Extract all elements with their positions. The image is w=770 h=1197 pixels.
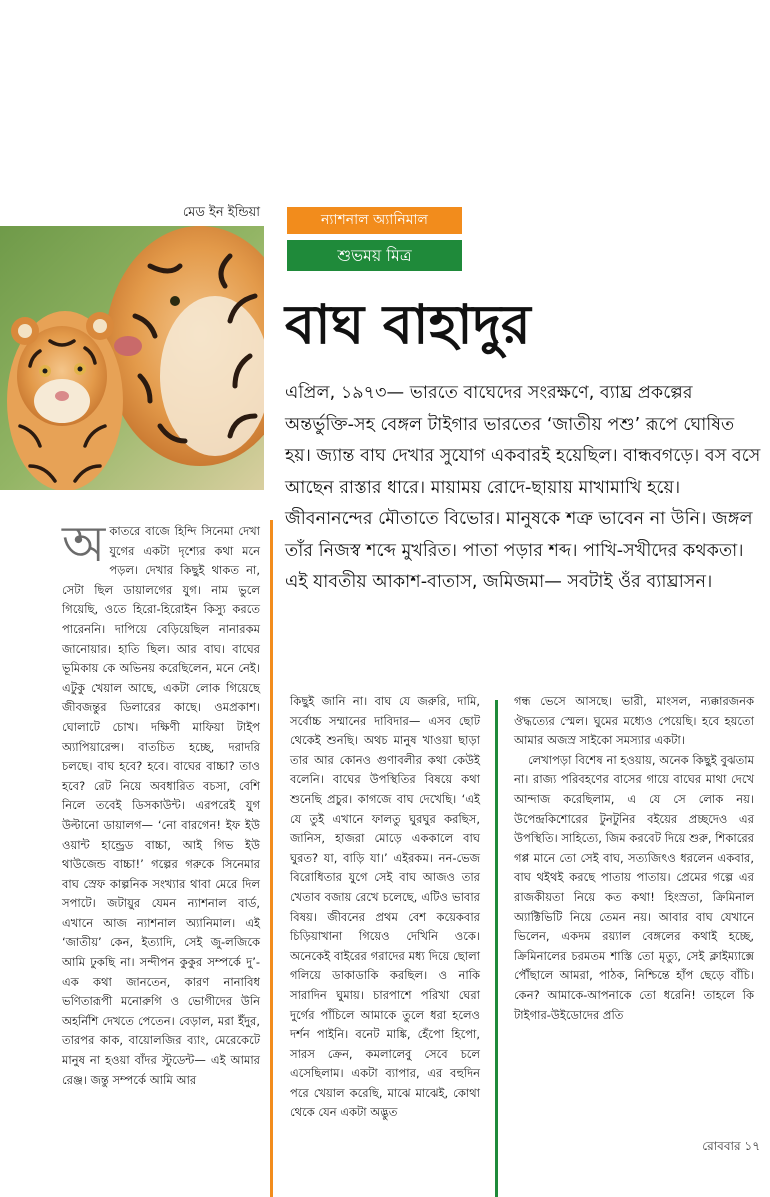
category-tag: ন্যাশনাল অ্যানিমাল — [287, 207, 462, 234]
body-column-3-paragraph-1: গন্ধ ভেসে আসছে। ভারী, মাংসল, ন্যক্কারজনক ঔদ্ধত্যের স্মেল। ঘুমের মধ্যেও পেয়েছি। হবে হয়তো আমার অজস্র সাইকো সমস্যার একটা। — [514, 694, 754, 748]
column-rule-orange — [270, 520, 273, 1197]
body-column-2 — [290, 692, 480, 1123]
body-column-1-text: কাতরে বাজে হিন্দি সিনেমা দেখা যুগের একটা দৃশ্যের কথা মনে পড়ল। দেখার কিছুই থাকত না, সেটা ছিল ডায়ালগের যুগ। নাম ভুলে গিয়েছি, ওতে হিরো-হিরোইন কিস্যু করতে পারেননি। দাপিয়ে বেড়িয়েছিল নানারকম জানোয়ার। হাতি ছিল। আর বাঘ। বাঘের ভূমিকায় কে অভিনয় করেছিলেন, মনে নেই। এটুকু খেয়াল আছে, একটা লোক গিয়েছে জীবজন্তুর ডিলারের কাছে। ওমপ্রকাশ। ঘোলাটে চোখ। দক্ষিণী মাফিয়া টাইপ অ্যাপিয়ারেন্স। বাতচিত হচ্ছে, দরাদরি চলছে। বাঘ হবে? হবে। বাঘের বাচ্চা? তাও হবে? রেট নিয়ে অবধারিত বচসা, বেশি নিলে তবেই ডিসকাউন্ট। এরপরেই যুগ উল্টানো ডায়ালগ— ‘নো বারগেন! ইফ ইউ ওয়ান্ট হান্ড্রেড বাচ্চা, আই গিভ ইউ থাউজেন্ড বাচ্চা!’ গল্পের গরুকে সিনেমার বাঘ স্রেফ কাল্পনিক সংখ্যার থাবা মেরে দিল সপাটে। জটায়ুর যেমন ন্যাশনাল বার্ড, এখানে আজ ন্যাশনাল অ্যানিমাল। এই ‘জাতীয়’ কেন, ইত্যাদি, সেই জু-লজিকে আমি ঢুকছি না। সন্দীপন কুকুর সম্পর্কে দু’-এক কথা জানতেন, কারণ নানাবিধ ভণিতারূপী মনোরুগি ও ভোগীদের উনি অহর্নিশি দেখতে পেতেন। বেড়াল, মরা ইঁদুর, তারপর কাক, বায়োলজির ব্যাং, মেরেকেটে মানুষ না হওয়া বাঁদর স্টুডেন্ট— এই আমার রেঞ্জ। জন্তু সম্পর্কে আমি আর — [62, 524, 260, 1087]
lede-paragraph: এপ্রিল, ১৯৭৩— ভারতে বাঘেদের সংরক্ষণে, ব্যাঘ্র প্রকল্পের অন্তর্ভুক্তি-সহ বেঙ্গল টাইগার ভারতের ‘জাতীয় পশু’ রূপে ঘোষিত হয়। জ্যান্ত বাঘ দেখার সুযোগ একবারই হয়েছিল। বান্ধবগড়ে। বস বসে আছেন রাস্তার ধারে। মায়াময় রোদে-ছায়ায় মাখামাখি হয়ে। জীবনানন্দের মৌতাতে বিভোর। মানুষকে শত্রু ভাবেন না উনি। জঙ্গল তাঁর নিজস্ব শব্দে মুখরিত। পাতা পড়ার শব্দ। পাখি-সখীদের কথকতা। এই যাবতীয় আকাশ-বাতাস, জমিজমা— সবটাই ওঁর ব্যাঘ্রাসন। — [285, 383, 761, 592]
body-column-1 — [62, 515, 260, 1090]
drop-cap: অ — [62, 515, 106, 573]
body-column-3-paragraph-2: লেখাপড়া বিশেষ না হওয়ায়, অনেক কিছুই বুঝতাম না। রাজ্য পরিবহণের বাসের গায়ে বাঘের মাথা দেখে আন্দাজ করেছিলাম, এ যে সে লোক নয়। উপেন্দ্রকিশোরের টুনটুনির বইয়ের প্রচ্ছদেও এর উপস্থিতি। সাহিত্যে, জিম করবেট দিয়ে শুরু, শিকারের গপ্প মানে তো সেই বাঘ, সত্যজিৎও ধরলেন একবার, বাঘ থইথই করছে পাতায় পাতায়। প্রেমের গল্পে এর রাজকীয়তা নিয়ে কত কথা! হিংস্রতা, ক্রিমিনাল অ্যাক্টিভিটি নিয়ে তেমন নয়। আবার বাঘ যেখানে ভিলেন, একদম রয়্যাল বেঙ্গলের কথাই হচ্ছে, ক্রিমিনালের চরমতম শাস্তি তো মৃত্যু, সেই ক্লাইম্যাক্সে পৌঁছালে আমরা, পাঠক, নিশ্চিন্তে হাঁপ ছেড়ে বাঁচি। কেন? আমাকে-আপনাকে তো ধরেনি! তাহলে কি টাইগার-উইডোদের প্রতি — [514, 752, 754, 1022]
column-rule-green — [495, 700, 498, 1197]
section-label: মেড ইন ইন্ডিয়া — [182, 205, 260, 220]
headline: বাঘ বাহাদুর — [285, 292, 531, 356]
body-column-3 — [514, 692, 754, 1025]
page-number: রোববার ১৭ — [702, 1139, 760, 1153]
author-tag: শুভময় মিত্র — [287, 240, 462, 271]
body-column-2-text: কিছুই জানি না। বাঘ যে জরুরি, দামি, সর্বোচ্চ সম্মানের দাবিদার— এসব ছোট থেকেই শুনছি। অথচ মানুষ খাওয়া ছাড়া তার আর কোনও গুণাবলীর কথা কেউই বলেনি। বাঘের উপস্থিতির বিষয়ে কথা শুনেছি প্রচুর। কাগজে বাঘ দেখেছি। ‘এই যে তুই এখানে ফালতু ঘুরঘুর করছিস, জানিস, হাজরা মোড়ে এককালে বাঘ ঘুরত? যা, বাড়ি যা।’ এইরকম। নন-ভেজ বিরোধিতার যুগে সেই বাঘ আজও তার খেতাব বজায় রেখে চলেছে, এটিও ভাবার বিষয়। জীবনের প্রথম বেশ কয়েকবার চিড়িয়াখানা গিয়েও দেখিনি ওকে। অনেকেই বাইরের গরাদের মধ্য দিয়ে ছোলা গলিয়ে ডাকাডাকি করছিল। ও নাকি সারাদিন ঘুমায়। চারপাশে পরিখা ঘেরা দুর্গের পাঁচিলে আমাকে তুলে ধরা হলেও দর্শন পাইনি। বনেট মাঙ্কি, হেঁপো হিপো, সারস ক্রেন, কমলালেবু সেবে চলে এসেছিলাম। একটা ব্যাপার, এর বহুদিন পরে খেয়াল করেছি, মাঝে মাঝেই, কোথা থেকে যেন একটা অদ্ভুত — [290, 694, 480, 1120]
tiger-photo — [0, 226, 264, 490]
